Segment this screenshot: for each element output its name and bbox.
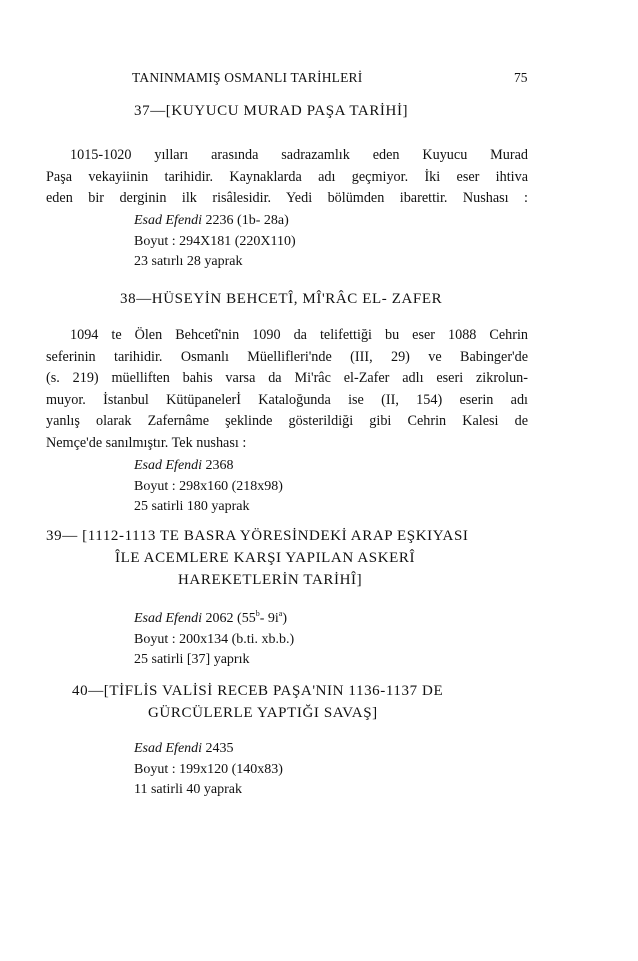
manuscript-number: 2062 [205, 611, 234, 626]
library-name: Esad Efendi [134, 458, 203, 473]
section-38-manuscript-info [134, 456, 283, 518]
paragraph-line: Nemçe'de sanılmıştır. Tek nushası : [46, 434, 247, 451]
running-title: TANINMAMIŞ OSMANLI TARİHLERİ [132, 70, 363, 85]
manuscript-number: 2368 [205, 458, 234, 473]
paragraph-line: Paşa vekayiinin tarihidir. Kaynaklarda adı geçmiyor. İki eser ihtiva [46, 168, 528, 185]
lines-count: 23 satırlı 28 yaprak [134, 254, 243, 269]
manuscript-number: 2236 [205, 213, 234, 228]
paragraph-line: (s. 219) müelliften bahis varsa da Mi'râc el-Zafer adlı eseri zikrolun- [46, 370, 528, 387]
size-line: Boyut : 294X181 (220X110) [134, 233, 296, 249]
paragraph-line: seferinin tarihidir. Osmanlı Müellifleri'nde (III, 29) ve Babinger'de [46, 348, 528, 365]
paragraph-line: yanlış olarak Zafernâme şeklinde gösterildiği gibi Cehrin Kalesi de [46, 413, 528, 430]
section-37-paragraph [46, 145, 528, 210]
section-39-manuscript-info [134, 604, 294, 671]
section-38-paragraph [46, 325, 528, 455]
manuscript-number: 2435 [205, 741, 234, 756]
lines-count: 25 satirli [37] yaprık [134, 652, 250, 667]
folio-range: (1b- 28a) [237, 213, 289, 228]
library-name: Esad Efendi [134, 741, 203, 756]
section-40-heading-line-2: GÜRCÜLERLE YAPTIĞI SAVAŞ] [148, 705, 378, 721]
page-number: 75 [514, 70, 528, 85]
section-39-heading-line-1: 39— [1112-1113 TE BASRA YÖRESİNDEKİ ARAP EŞKIYASI [46, 528, 469, 544]
library-name: Esad Efendi [134, 611, 203, 626]
folio-range: (55$^b$- $9i^a$) [237, 609, 288, 626]
size-line: Boyut : 199x120 (140x83) [134, 761, 283, 777]
size-line: Boyut : 200x134 (b.ti. xb.b.) [134, 631, 295, 647]
size-line: Boyut : 298x160 (218x98) [134, 478, 283, 494]
paragraph-line: eden bir derginin ilk risâlesidir. Yedi bölümden ibarettir. Nushası : [46, 190, 528, 207]
library-name: Esad Efendi [134, 213, 203, 228]
section-40-manuscript-info [134, 739, 283, 801]
lines-count: 25 satirli 180 yaprak [134, 499, 250, 514]
paragraph-line: 1015-1020 yılları arasında sadrazamlık eden Kuyucu Murad [70, 147, 528, 163]
section-40-heading-line-1: 40—[TİFLİS VALİSİ RECEB PAŞA'NIN 1136-1137 DE [72, 683, 444, 699]
section-39-heading-line-3: HAREKETLERİN TARİHÎ] [178, 572, 363, 588]
section-37-manuscript-info [134, 211, 296, 273]
section-39-heading-line-2: ÎLE ACEMLERE KARŞI YAPILAN ASKERÎ [115, 550, 416, 566]
paragraph-line: muyor. İstanbul Kütüpanelerİ Kataloğunda ise (II, 154) eserin adı [46, 391, 528, 408]
paragraph-line: 1094 te Ölen Behcetî'nin 1090 da telifettiği bu eser 1088 Cehrin [70, 327, 528, 343]
section-38-heading: 38—HÜSEYİN BEHCETÎ, MÎ'RÂC EL- ZAFER [120, 291, 443, 307]
lines-count: 11 satirli 40 yaprak [134, 782, 242, 797]
section-37-heading: 37—[KUYUCU MURAD PAŞA TARİHİ] [134, 103, 409, 119]
